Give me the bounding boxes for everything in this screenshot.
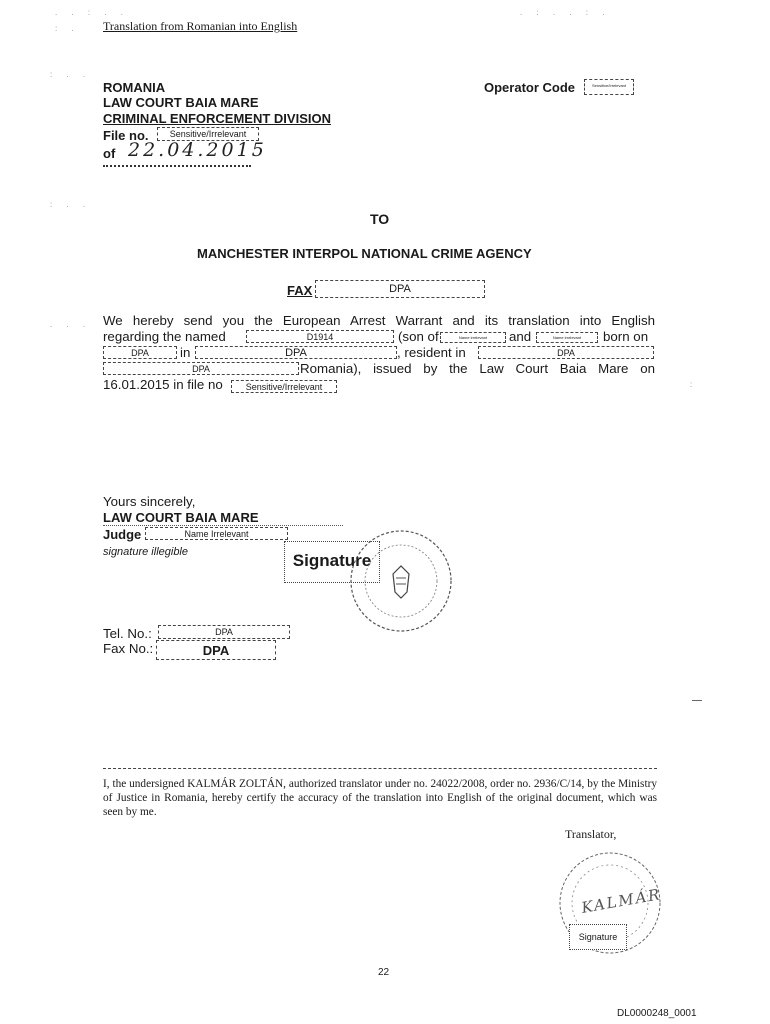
document-id: DL0000248_0001 — [617, 1008, 697, 1019]
born-on-value: DPA — [103, 346, 177, 359]
fax-no-value: DPA — [156, 640, 276, 660]
resident-value: DPA — [478, 346, 654, 359]
sender-court: LAW COURT BAIA MARE — [103, 95, 259, 110]
scan-noise: : — [690, 380, 699, 389]
judge-signature-box: Signature — [284, 541, 380, 583]
closing-court: LAW COURT BAIA MARE — [103, 510, 259, 525]
scan-noise: : . . — [50, 70, 92, 79]
operator-code-label: Operator Code — [484, 80, 576, 95]
file-value: Sensitive/Irrelevant — [157, 127, 259, 141]
and-text: and — [509, 329, 532, 344]
translator-certification: I, the undersigned KALMÁR ZOLTÁN, authorized translator under no. 24022/2008, order no. 2936/C/14, by the Ministry of Justice in Romania, hereby certify the accuracy of the translation into English of the original document, which was seen by me. — [103, 778, 657, 818]
scan-noise: : . . — [50, 200, 92, 209]
to-label: TO — [370, 211, 390, 227]
letter-line-2-a: regarding the named — [103, 329, 226, 344]
mother-value: Name irrelevant — [536, 332, 598, 343]
translator-label: Translator, — [565, 827, 617, 841]
date-handwritten: 22.04.2015 — [128, 139, 267, 161]
sender-country: ROMANIA — [103, 80, 166, 95]
court-seal-stamp — [346, 526, 456, 636]
fax-no-label: Fax No.: — [103, 641, 154, 656]
scan-noise: . : . . : . — [520, 8, 611, 17]
son-of-value: Name irrelevant — [440, 332, 506, 343]
scan-noise: . . . — [50, 320, 92, 329]
translator-seal-text: KALMÁR — [580, 885, 663, 917]
fax-value: DPA — [315, 280, 485, 298]
judge-value: Name Irrelevant — [145, 527, 288, 540]
margin-mark — [692, 700, 702, 701]
born-in-value: DPA — [195, 346, 397, 359]
address-value: DPA — [103, 362, 299, 375]
page-number: 22 — [378, 967, 390, 978]
signature-note: signature illegible — [103, 546, 188, 558]
closing-underline — [103, 525, 343, 526]
named-person: D1914 — [246, 330, 394, 343]
tel-label: Tel. No.: — [103, 626, 152, 641]
date-underline — [103, 165, 251, 167]
file-no-value: Sensitive/Irrelevant — [231, 380, 337, 393]
letter-line-1: We hereby send you the European Arrest Warrant and its translation into English — [103, 313, 655, 328]
judge-label: Judge — [103, 527, 142, 542]
in-text: in — [180, 345, 191, 360]
translator-signature-box: Signature — [569, 924, 627, 950]
yours-sincerely: Yours sincerely, — [103, 494, 196, 509]
recipient: MANCHESTER INTERPOL NATIONAL CRIME AGENCY — [197, 246, 532, 261]
operator-code-value: Sensitive/Irrelevant — [584, 79, 634, 95]
letter-line-2-b: (son of — [398, 329, 439, 344]
resident-text: , resident in — [397, 345, 466, 360]
date-label: of — [103, 146, 116, 161]
certification-separator — [103, 768, 657, 769]
scan-noise: . . : . . — [55, 8, 130, 17]
fax-label: FAX — [287, 283, 313, 298]
translation-note: Translation from Romanian into English — [103, 19, 298, 33]
scan-noise: : . — [55, 24, 80, 33]
tel-value: DPA — [158, 625, 290, 639]
sender-division: CRIMINAL ENFORCEMENT DIVISION — [103, 111, 331, 126]
letter-line-5: 16.01.2015 in file no — [103, 377, 223, 392]
file-label: File no. — [103, 128, 149, 143]
letter-line-4: Romania), issued by the Law Court Baia Mare on — [300, 361, 655, 376]
born-on-text: born on — [603, 329, 649, 344]
